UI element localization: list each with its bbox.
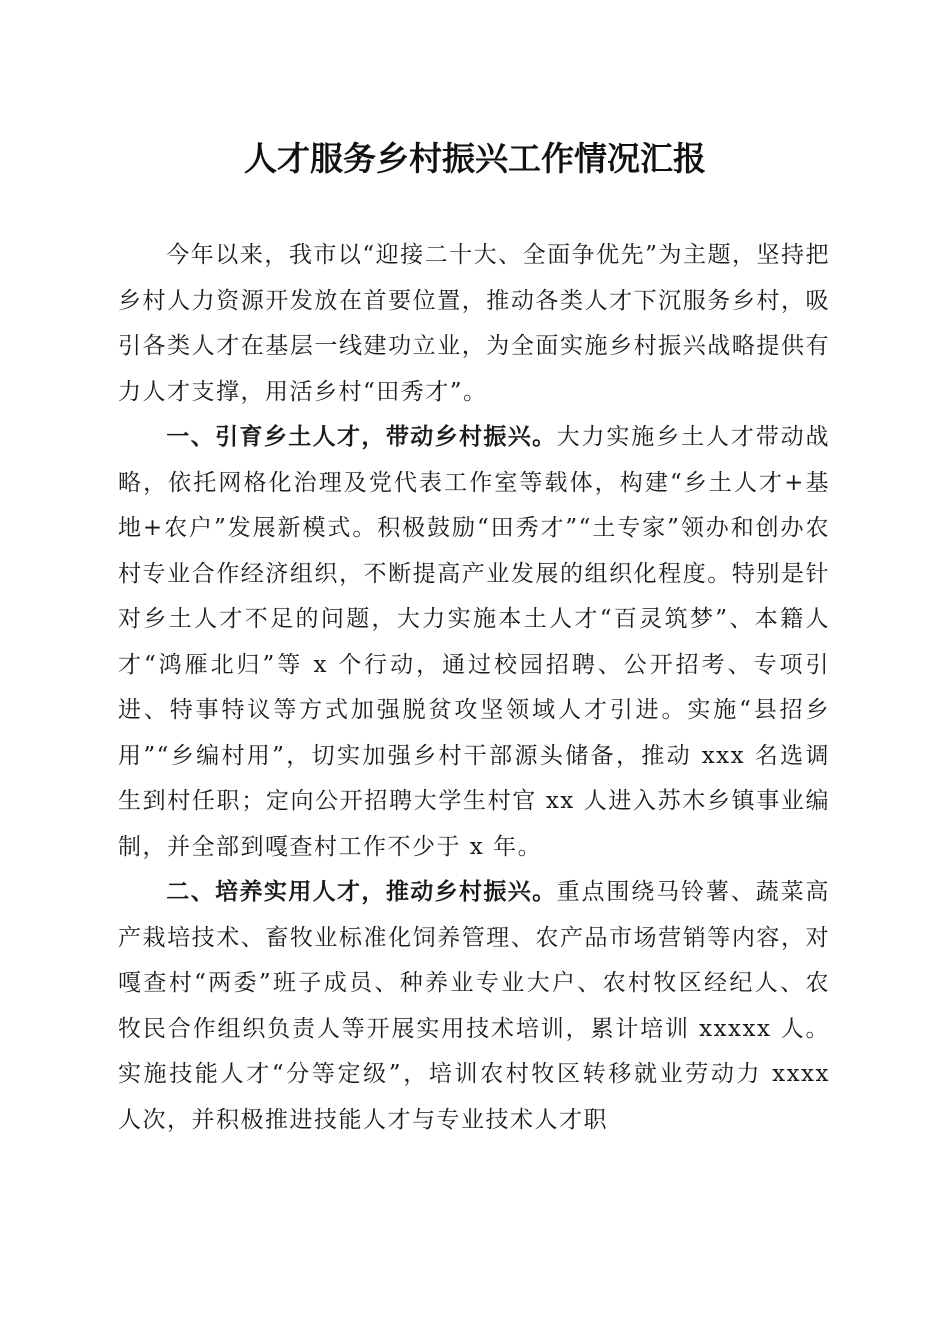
document-body (118, 233, 830, 1143)
section-text-2: 重点围绕马铃薯、蔬菜高产栽培技术、畜牧业标准化饲养管理、农产品市场营销等内容，对嘎查村“两委”班子成员、种养业专业大户、农村牧区经纪人、农牧民合作组织负责人等开展实用技术培训，累计培训 xxxxx 人。实施技能人才“分等定级”，培训农村牧区转移就业劳动力 xxxx 人次，并积极推进技能人才与专业技术人才职 (118, 879, 831, 1133)
section-paragraph-2 (118, 870, 830, 1143)
section-heading-1: 一、引育乡土人才，带动乡村振兴。 (166, 424, 557, 450)
section-heading-2: 二、培养实用人才，推动乡村振兴。 (166, 879, 557, 905)
document-title: 人才服务乡村振兴工作情况汇报 (244, 139, 706, 178)
section-text-1: 大力实施乡土人才带动战略，依托网格化治理及党代表工作室等载体，构建“乡土人才+基地+农户”发展新模式。积极鼓励“田秀才”“土专家”领办和创办农村专业合作经济组织，不断提高产业发展的组织化程度。特别是针对乡土人才不足的问题，大力实施本土人才“百灵筑梦”、本籍人才“鸿雁北归”等 x 个行动，通过校园招聘、公开招考、专项引进、特事特议等方式加强脱贫攻坚领域人才引进。实施“县招乡用”“乡编村用”，切实加强乡村干部源头储备，推动 xxx 名选调生到村任职；定向公开招聘大学生村官 xx 人进入苏木乡镇事业编制，并全部到嘎查村工作不少于 x 年。 (118, 424, 831, 860)
section-paragraph-1 (118, 415, 830, 870)
intro-paragraph: 今年以来，我市以“迎接二十大、全面争优先”为主题，坚持把乡村人力资源开发放在首要位置，推动各类人才下沉服务乡村，吸引各类人才在基层一线建功立业，为全面实施乡村振兴战略提供有力人才支撑，用活乡村“田秀才”。 (118, 242, 830, 405)
